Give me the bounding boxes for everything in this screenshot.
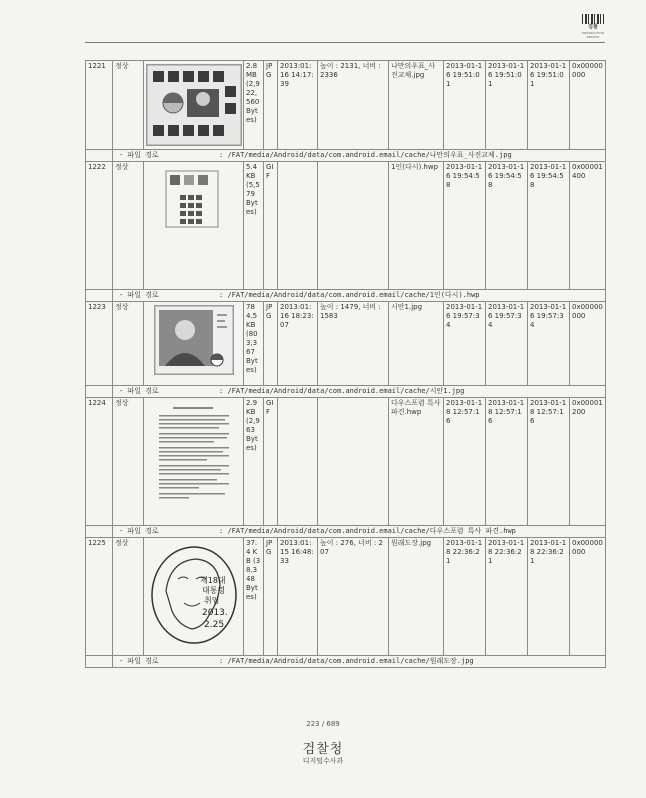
document-thumbnail <box>164 165 220 229</box>
row-time-2: 2013-01-16 19:57:34 <box>486 302 528 386</box>
row-hex: 0x00000000 <box>570 538 606 656</box>
row-time-2: 2013-01-16 19:54:58 <box>486 162 528 290</box>
row-number: 1225 <box>86 538 113 656</box>
file-path <box>113 386 606 398</box>
row-thumbnail <box>144 162 244 290</box>
row-hex: 0x00000000 <box>570 302 606 386</box>
path-separator: : <box>219 527 224 535</box>
row-status: 정상 <box>113 302 144 386</box>
table-row <box>86 162 606 290</box>
row-hex: 0x00000000 <box>570 61 606 150</box>
file-list-table <box>85 60 606 668</box>
row-size: 5.4 KB (5,579 Bytes) <box>244 162 264 290</box>
text-document-thumbnail <box>149 401 239 511</box>
seal-line-3: 취임 <box>203 596 219 605</box>
row-hex: 0x00001200 <box>570 398 606 526</box>
path-label: - 파일 경로 <box>119 657 159 665</box>
row-type: GIF <box>264 398 278 526</box>
row-time-1: 2013-01-18 12:57:16 <box>444 398 486 526</box>
row-size: 37.4 KB (38,348 Bytes) <box>244 538 264 656</box>
file-path <box>113 150 606 162</box>
path-label: - 파일 경로 <box>119 527 159 535</box>
department-name: 디지털수사과 <box>302 757 344 765</box>
row-exif-date: 2013:01:16 18:23:07 <box>278 302 318 386</box>
path-separator: : <box>219 151 224 159</box>
row-type: GIF <box>264 162 278 290</box>
path-label: - 파일 경로 <box>119 387 159 395</box>
row-time-2: 2013-01-18 12:57:16 <box>486 398 528 526</box>
row-dimensions: 높이 : 2131, 너비 : 2336 <box>318 61 389 150</box>
path-row <box>86 656 606 668</box>
row-time-3: 2013-01-16 19:57:34 <box>528 302 570 386</box>
row-size: 2.8 MB (2,922,560 Bytes) <box>244 61 264 150</box>
path-value: /FAT/media/Android/data/com.android.email/cache/1인(다시).hwp <box>227 291 480 299</box>
row-file-name: 시안1.jpg <box>389 302 444 386</box>
row-time-3: 2013-01-16 19:54:58 <box>528 162 570 290</box>
logo-text: 검찰 <box>588 24 598 30</box>
file-path <box>113 656 606 668</box>
table-row <box>86 538 606 656</box>
row-thumbnail <box>144 398 244 526</box>
row-thumbnail <box>144 61 244 150</box>
row-dimensions <box>318 162 389 290</box>
row-type: JPG <box>264 302 278 386</box>
row-number: 1224 <box>86 398 113 526</box>
path-separator: : <box>219 291 224 299</box>
logo-barcode-icon <box>582 14 604 24</box>
row-size: 2.9 KB (2,963 Bytes) <box>244 398 264 526</box>
table-row <box>86 61 606 150</box>
seal-stamp-thumbnail <box>148 541 240 649</box>
path-row <box>86 290 606 302</box>
row-time-1: 2013-01-16 19:57:34 <box>444 302 486 386</box>
path-label: - 파일 경로 <box>119 151 159 159</box>
row-time-3: 2013-01-16 19:51:01 <box>528 61 570 150</box>
row-time-1: 2013-01-18 22:36:21 <box>444 538 486 656</box>
file-path <box>113 290 606 302</box>
seal-line-1: 제18대 <box>199 576 226 585</box>
path-value: /FAT/media/Android/data/com.android.email/cache/나만의우표_사진교체.jpg <box>227 151 512 159</box>
table-row <box>86 398 606 526</box>
row-type: JPG <box>264 538 278 656</box>
row-type: JPG <box>264 61 278 150</box>
row-exif-date <box>278 162 318 290</box>
path-value: /FAT/media/Android/data/com.android.email/cache/시안1.jpg <box>227 387 465 395</box>
prosecution-logo <box>580 14 606 39</box>
path-row <box>86 150 606 162</box>
portrait-stamp-thumbnail <box>154 305 234 375</box>
path-row <box>86 386 606 398</box>
row-exif-date: 2013:01:15 16:48:33 <box>278 538 318 656</box>
row-dimensions: 높이 : 1479, 너비 : 1583 <box>318 302 389 386</box>
path-label: - 파일 경로 <box>119 291 159 299</box>
path-value: /FAT/media/Android/data/com.android.email/cache/원래도장.jpg <box>227 657 474 665</box>
row-file-name: 원래도장.jpg <box>389 538 444 656</box>
stamp-sheet-thumbnail <box>146 64 242 146</box>
logo-subtext: PROSECUTION SERVICE <box>582 31 604 39</box>
row-number: 1221 <box>86 61 113 150</box>
table-row <box>86 302 606 386</box>
seal-line-4: 2013. <box>201 608 228 618</box>
file-path <box>113 526 606 538</box>
seal-line-2: 대통령 <box>201 586 225 595</box>
path-row <box>86 526 606 538</box>
row-time-3: 2013-01-18 12:57:16 <box>528 398 570 526</box>
row-thumbnail <box>144 302 244 386</box>
path-value: /FAT/media/Android/data/com.android.email/cache/다우스포렴 특사 파견.hwp <box>227 527 516 535</box>
row-status: 정상 <box>113 398 144 526</box>
path-separator: : <box>219 657 224 665</box>
page-number: 223 / 689 <box>306 720 340 728</box>
row-hex: 0x00001400 <box>570 162 606 290</box>
organization-name: 검찰청 <box>302 742 344 757</box>
seal-line-5: 2.25. <box>203 620 227 630</box>
row-time-1: 2013-01-16 19:54:58 <box>444 162 486 290</box>
row-file-name: 나만의우표_사진교체.jpg <box>389 61 444 150</box>
row-time-1: 2013-01-16 19:51:01 <box>444 61 486 150</box>
row-time-3: 2013-01-18 22:36:21 <box>528 538 570 656</box>
row-status: 정상 <box>113 162 144 290</box>
header-rule <box>85 42 605 43</box>
path-separator: : <box>219 387 224 395</box>
row-file-name: 다우스포렴 특사 파견.hwp <box>389 398 444 526</box>
row-dimensions: 높이 : 276, 너비 : 207 <box>318 538 389 656</box>
row-status: 정상 <box>113 538 144 656</box>
row-exif-date: 2013:01:16 14:17:39 <box>278 61 318 150</box>
row-exif-date <box>278 398 318 526</box>
row-size: 784.5 KB (803,367 Bytes) <box>244 302 264 386</box>
row-number: 1222 <box>86 162 113 290</box>
row-thumbnail <box>144 538 244 656</box>
row-file-name: 1인(다시).hwp <box>389 162 444 290</box>
row-time-2: 2013-01-16 19:51:01 <box>486 61 528 150</box>
row-number: 1223 <box>86 302 113 386</box>
row-status: 정상 <box>113 61 144 150</box>
row-time-2: 2013-01-18 22:36:21 <box>486 538 528 656</box>
row-dimensions <box>318 398 389 526</box>
